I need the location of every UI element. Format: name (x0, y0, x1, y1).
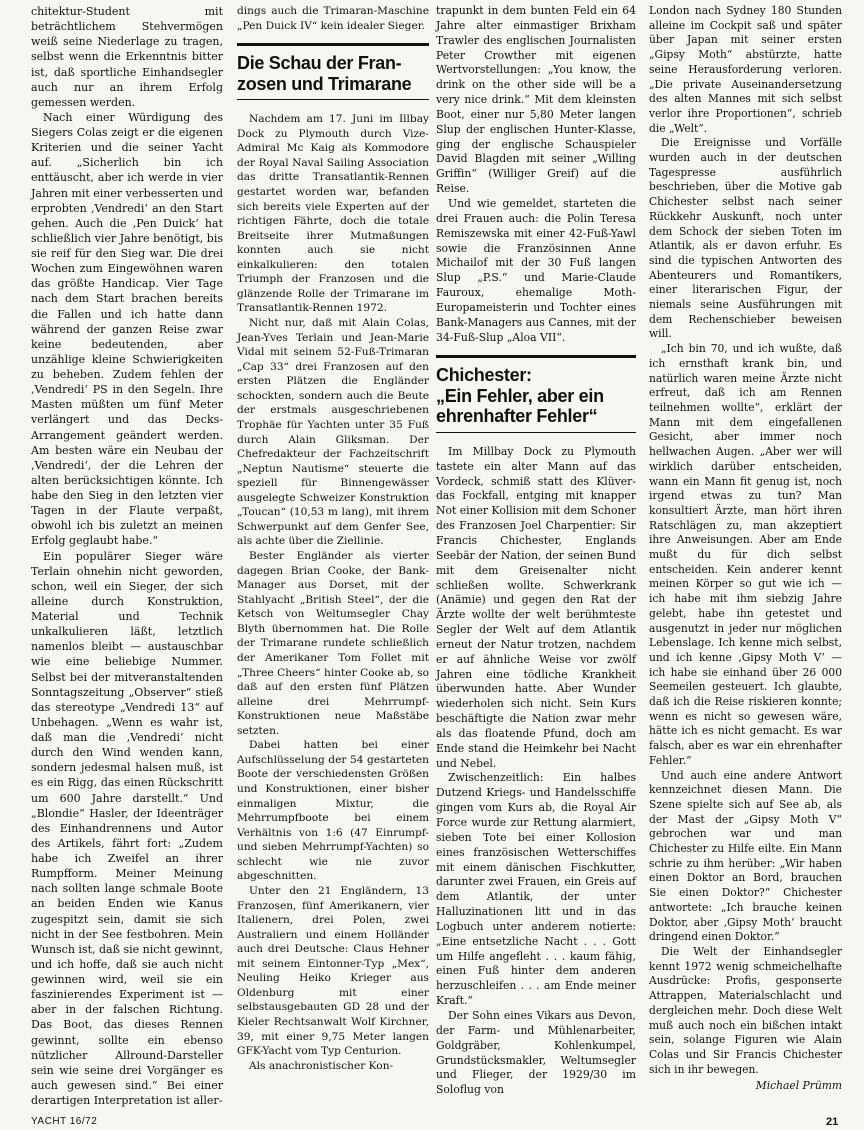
paragraph: Zwischenzeitlich: Ein halbes Dutzend Kriegs- und Handelsschiffe gingen vom Kurs ab, die Royal Air Force wurde zur Rettung alarmiert, sieben Tote bei einer Kollosion eines französischen Wetterschiffes mit einem dänischen Fischkutter, darunter zwei Frauen, ein Greis auf dem Atlantik, der unter Halluzinationen litt und in das Logbuch unter anderem notierte: „Eine entsetzliche Nacht . . . Gott um Hilfe angefleht . . . kaum fähig, einen Fuß hinter dem anderen herzuschleifen . . . am Ende meiner Kraft.“ (436, 771, 636, 1008)
column-4 (649, 4, 842, 1094)
paragraph: Nach einer Würdigung des Siegers Colas zeigt er die eigenen Kriterien und die seiner Yacht auf. „Sicherlich bin ich enttäuscht, aber ich werde in vier Jahren mit einer verbesserten und erprobten ‚Vendredi‘ an den Start gehen. Auch die ‚Pen Duick‘ hat schließlich vier Jahre benötigt, bis sie reif für den Sieg war. Die drei Wochen zum Eingewöhnen waren das größte Handicap. Vier Tage nach dem Start brachen bereits die Fallen und ich hatte dann während der ganzen Reise zwar keine bedeutenden, aber unzählige kleine Schwierigkeiten zu beheben. Zudem fehlen der ‚Vendredi‘ PS in den Segeln. Ihre Masten müßten um fünf Meter verlängert und das Decks-Arrangement geändert werden. Am besten wäre ein Neubau der ‚Vendredi‘, der die Lehren der alten berücksichtigen könnte. Ich habe den Sieg in den letzten vier Tagen in der Flaute verpaßt, obwohl ich bis zuletzt an meinen Erfolg geglaubt habe.“ (31, 110, 223, 548)
heading-line: ehrenhafter Fehler“ (436, 406, 598, 427)
paragraph: Ein populärer Sieger wäre Terlain ohnehin nicht geworden, schon, weil ein Sieger, der sich alleine durch Konstruktion, Material und Technik unkalkulieren läßt, letztlich namenlos bleibt — austauschbar wie eine beliebige Nummer. Selbst bei der mitveranstaltenden Sonntagszeitung „Observer“ stieß das stereotype „Vendredi 13“ auf Unbehagen. „Wenn es wahr ist, daß man die ‚Vendredi‘ nicht durch den Wind wenden kann, sondern jedesmal halsen muß, ist es ein Rigg, das einen Rückschritt um 600 Jahre darstellt.“ Und „Blondie“ Hasler, der Ideenträger des Einhandrennens und Autor des Artikels, fährt fort: „Zudem habe ich Zweifel an ihrer Rumpfform. Meiner Meinung nach sollten lange schmale Boote an beiden Enden wie Kanus zugespitzt sein, damit sie sich nicht in der See festbohren. Mein Wunsch ist, daß sie nicht gewinnt, und ich hoffe, daß sie auch nicht gewinnen wird, weil sie ein faszinierendes Experiment ist — aber in der falschen Richtung. Das Boot, das dieses Rennen gewinnt, sollte ein ebenso nützlicher Allround-Darsteller sein wie seine drei Vorgänger es auch gewesen sind.“ Bei einer derartigen Interpretation ist aller- (31, 549, 223, 1107)
column-2 (237, 4, 429, 1073)
heading-line: zosen und Trimarane (237, 73, 412, 94)
paragraph: Der Sohn eines Vikars aus Devon, der Farm- und Mühlenarbeiter, Goldgräber, Kohlenkumpel, Grundstücksmakler, Weltumsegler und Flieger, der 1929/30 im Soloflug von (436, 1008, 636, 1097)
heading-line: Chichester: (436, 365, 532, 386)
paragraph: Und auch eine andere Antwort kennzeichnet diesen Mann. Die Szene spielte sich auf See ab, als der Mast der „Gipsy Moth V“ gebrochen war und man Chichester zu Hilfe eilte. Ein Mann schrie zu ihm herüber: „Wir haben einen Doktor an Bord, brauchen Sie einen Doktor?“ Chichester antwortete: „Ich brauche keinen Doktor, aber ‚Gipsy Moth‘ braucht dringend einen Doktor.“ (649, 768, 842, 944)
heading-line: „Ein Fehler, aber ein (436, 385, 604, 406)
footer-magazine-issue: YACHT 16/72 (31, 1116, 98, 1127)
paragraph: dings auch die Trimaran-Maschine „Pen Duick IV“ kein idealer Sieger. (237, 5, 429, 32)
author-signature: Michael Prümm (755, 1079, 842, 1093)
section-heading (237, 43, 429, 100)
column-1 (31, 4, 223, 1108)
paragraph: Die Ereignisse und Vorfälle wurden auch in der deutschen Tagespresse ausführlich beschrieben, über die Motive gab Chichester selbst nach seiner Rückkehr Auskunft, noch unter dem Schock der sieben Toten im Atlantik, als er davon erfuhr. Es sind die typischen Antworten des Abenteurers und Romantikers, einer literarischen Figur, der niemals seine Ausführungen mit dem Rechenschieber beweisen will. (649, 136, 842, 341)
paragraph: Nachdem am 17. Juni im Illbay Dock zu Plymouth durch Vize-Admiral Mc Kaig als Kommodore der Royal Naval Sailing Association das dritte Transatlantik-Rennen gestartet worden war, befanden sich bereits viele Experten auf der richtigen Fährte, doch die totale Breitseite ihrer Mutmaßungen konnten auch sie nicht einkalkulieren: den totalen Triumph der Franzosen und die glänzende Rolle der Trimarane im Transatlantik-Rennen 1972. (237, 113, 429, 315)
paragraph: Und wie gemeldet, starteten die drei Frauen auch: die Polin Teresa Remiszewska mit einer 42-Fuß-Yawl sowie die Französinnen Anne Michailof mit der 30 Fuß langen Slup „P.S.“ und Marie-Claude Fauroux, ehemalige Moth-Europameisterin und Tochter eines Bank-Managers aus Cannes, mit der 34-Fuß-Slup „Aloa VII“. (436, 196, 636, 344)
paragraph: London nach Sydney 180 Stunden alleine im Cockpit saß und später über Japan mit seiner ersten „Gipsy Moth“ abstürzte, hatte seine Herausforderung verloren. „Die private Auseinandersetzung des alten Mannes mit sich selbst verlor ihre Proportionen“, schrieb die „Welt“. (649, 4, 842, 135)
paragraph: Die Welt der Einhandsegler kennt 1972 wenig schmeichelhafte Ausdrücke: Profis, gesponserte Attrappen, Materialschlacht und dergleichen mehr. Doch diese Welt muß auch noch ein bißchen intakt sein, solange Figuren wie Alain Colas und Sir Francis Chichester sich in ihr bewegen. (649, 945, 842, 1076)
heading-line: Die Schau der Fran- (237, 53, 402, 74)
column-3 (436, 4, 636, 1098)
paragraph: Nicht nur, daß mit Alain Colas, Jean-Yves Terlain und Jean-Marie Vidal mit seinem 52-Fuß-Trimaran „Cap 33“ drei Franzosen auf den ersten Plätzen die Engländer schockten, sondern auch die Beute der erstmals ausgeschriebenen Trophäe für Yachten unter 35 Fuß durch Alain Gliksman. Der Chefredakteur der Fachzeitschrift „Neptun Nautisme“ steuerte die speziell für Binnengewässer ausgelegte Schweizer Konstruktion „Toucan“ (10,53 m lang), mit ihrem Schwerpunkt auf dem Genfer See, als achte über die Ziellinie. (237, 317, 429, 548)
paragraph: chitektur-Student mit beträchtlichem Stehvermögen weiß seine Niederlage zu tragen, selbst wenn die Erkenntnis bitter ist, daß sportliche Einhandsegler auch nur an ihrem Erfolg gemessen werden. (31, 5, 223, 109)
paragraph: Unter den 21 Engländern, 13 Franzosen, fünf Amerikanern, vier Italienern, drei Polen, zwei Australiern und einem Holländer auch drei Deutsche: Claus Hehner mit seinem Eintonner-Typ „Mex“, Neuling Heiko Krieger aus Oldenburg mit einer selbstausgebauten GD 28 und der Kieler Rechtsanwalt Wolf Kirchner, 39, mit einer 9,75 Meter langen GFK-Yacht vom Typ Centurion. (237, 884, 429, 1058)
paragraph: „Ich bin 70, und ich wußte, daß ich ernsthaft krank bin, und natürlich waren meine Ärzte nicht erfreut, daß ich am Rennen teilnehmen wollte“, erklärt der Mann mit dem eingefallenen Gesicht, aber immer noch hellwachen Augen. „Aber wer will wirklich darüber entscheiden, wann ein Mann fit genug ist, noch irgend etwas zu tun? Man konsultiert Ärzte, man hört ihren Ratschlägen zu, man akzeptiert ihre Anweisungen. Aber am Ende mußt du für dich selbst entscheiden. Kein anderer kennt meinen Körper so gut wie ich — ich habe mit ihm siebzig Jahre gelebt, habe ihn getestet und ausgenutzt in jeder nur möglichen Lebenslage. Ich kenne mich selbst, und ich kenne ‚Gipsy Moth V‘ — ich habe sie einhand über 26 000 Seemeilen gesteuert. Ich glaubte, daß ich die Reise riskieren konnte; wenn es nicht so gewesen wäre, hätte ich es nicht gemacht. Es war falsch, aber es war ein ehrenhafter Fehler.“ (649, 342, 842, 767)
paragraph: trapunkt in dem bunten Feld ein 64 Jahre alter einmastiger Brixham Trawler des englischen Journalisten Peter Crowther mit eigenen Wertvorstellungen: „You know, the drink on the other side will be a very nice drink.“ Mit dem kleinsten Boot, einer nur 5,80 Meter langen Slup der englischen Hunter-Klasse, ging der englische Schauspieler David Blagden mit seiner „Willing Griffin“ (Williger Greif) auf die Reise. (436, 4, 636, 196)
section-heading (436, 355, 636, 433)
paragraph: Bester Engländer als vierter dagegen Brian Cooke, der Bank-Manager aus Dorset, mit der Stahlyacht „British Steel“, der die Ketsch von Weltumsegler Chay Blyth übernommen hat. Die Rolle der Trimarane rundete schließlich der Amerikaner Tom Follet mit „Three Cheers“ hinter Cooke ab, so daß auf den ersten fünf Plätzen alleine drei Mehrrumpf-Konstruktionen neue Maßstäbe setzten. (237, 550, 429, 737)
footer-page-number: 21 (826, 1116, 839, 1128)
paragraph: Im Millbay Dock zu Plymouth tastete ein alter Mann auf das Vordeck, schmiß statt des Klüver- das Fockfall, entging mit knapper Not einer Kollision mit dem Schoner des Franzosen Joel Charpentier: Sir Francis Chichester, Englands Seebär der Nation, der seinen Bund mit dem Greisenalter nicht schließen wollte. Schwerkrank (Anämie) und gegen den Rat der Ärzte wollte der welt berühmteste Segler der Welt auf dem Atlantik erneut der Natur trotzen, nachdem er auf ähnliche Weise vor zwölf Jahren eine tödliche Krankheit überwunden hatte. Aber Wunder wiederholen sich nicht. Sein Kurs beschäftigte die Nation zwar mehr als das floatende Pfund, doch am Ende stand die Heimkehr bei Nacht und Nebel. (436, 444, 636, 770)
paragraph: Dabei hatten bei einer Aufschlüsselung der 54 gestarteten Boote der verschiedensten Größen und Konstruktionen, einer bisher einmaligen Mixtur, die Mehrrumpfboote bei einem Verhältnis von 1:6 (47 Einrumpf- und sieben Mehrrumpf-Yachten) so schlecht wie nie zuvor abgeschnitten. (237, 739, 429, 883)
paragraph: Als anachronistischer Kon- (249, 1059, 394, 1072)
